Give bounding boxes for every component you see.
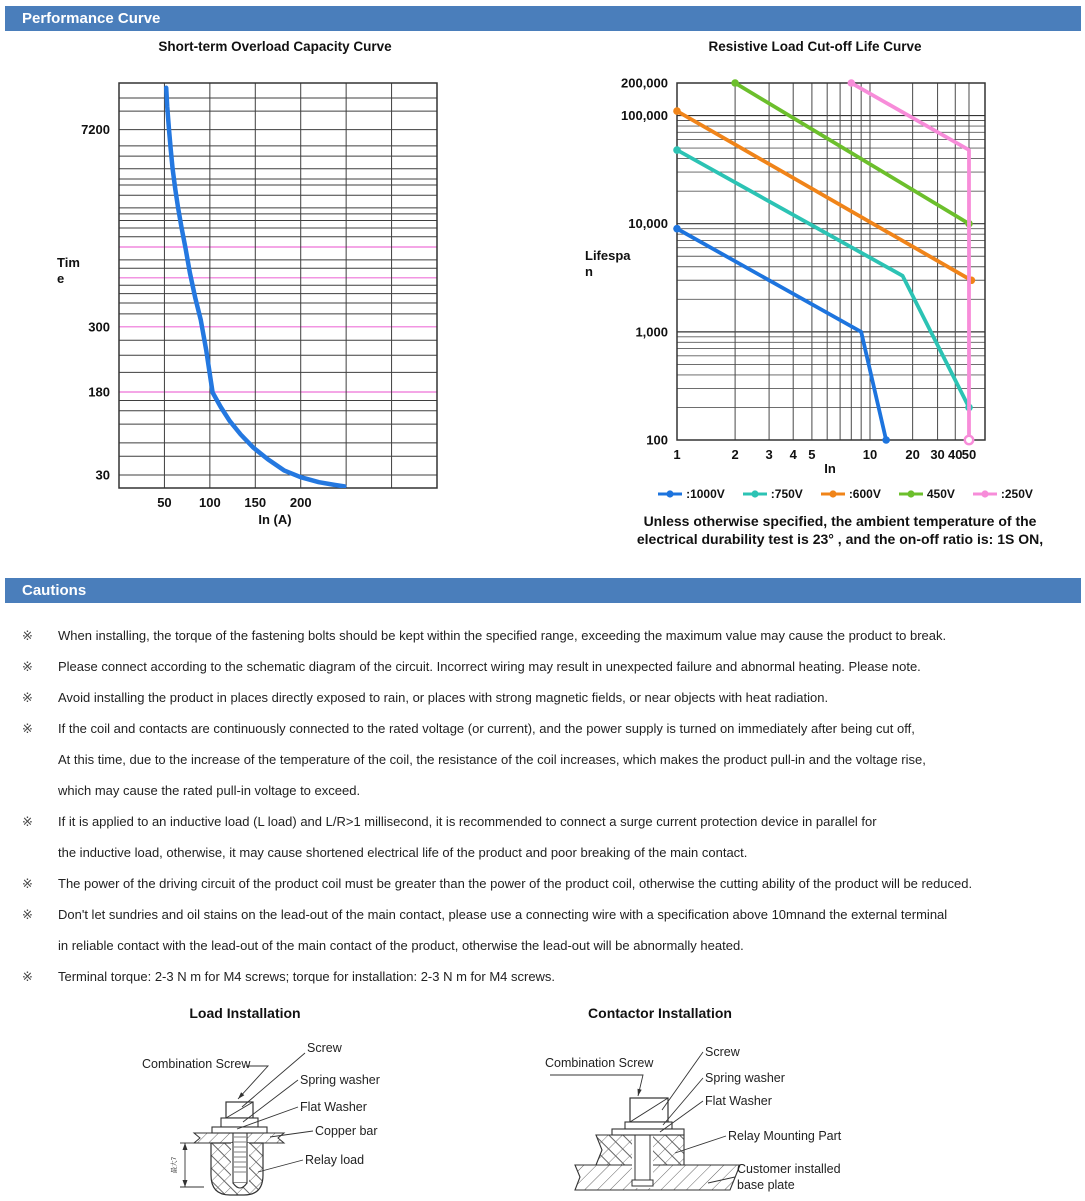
x-tick-label: 1 — [673, 447, 681, 462]
life-chart-title: Resistive Load Cut-off Life Curve — [708, 39, 922, 54]
base-plate-label-line2: base plate — [737, 1178, 795, 1192]
spring-washer-label: Spring washer — [705, 1071, 785, 1085]
dimension-text: 最大7 — [171, 1156, 178, 1174]
series-end-marker — [882, 436, 890, 444]
y-tick-label: 100,000 — [621, 108, 668, 124]
legend-item-600v — [820, 487, 881, 501]
caution-text: The power of the driving circuit of the product coil must be greater than the power of the product coil, otherwise the cutting ability of the product will be reduced. — [58, 876, 973, 891]
series-start-marker — [673, 107, 681, 115]
caution-bullet-icon: ※ — [22, 690, 33, 705]
legend-marker-icon — [898, 489, 924, 499]
legend-marker-icon — [742, 489, 768, 499]
legend-item-250v — [972, 487, 1033, 501]
caution-item-6 — [0, 868, 1085, 899]
section-header-performance-curve — [5, 6, 1081, 31]
contactor-installation-title: Contactor Installation — [588, 1005, 732, 1021]
x-tick-label: 5 — [808, 447, 816, 462]
x-tick-label: 4 — [789, 447, 797, 462]
caution-item-4 — [0, 713, 1085, 744]
bolt-shaft — [233, 1132, 247, 1183]
legend-marker-icon — [972, 489, 998, 499]
combination-screw-label: Combination Screw — [545, 1056, 654, 1070]
x-tick-label: 50 — [157, 495, 172, 510]
flat-washer-part — [612, 1129, 684, 1135]
x-tick-label: 10 — [862, 447, 878, 462]
x-tick-label: 2 — [731, 447, 739, 462]
caution-text: Terminal torque: 2-3 N m for M4 screws; torque for installation: 2-3 N m for M4 screws. — [58, 969, 556, 984]
caution-text: At this time, due to the increase of the temperature of the coil, the resistance of the coil increases, which makes the product pull-in and the voltage rise, — [58, 752, 926, 767]
caution-text: which may cause the rated pull-in voltage to exceed. — [58, 783, 361, 798]
series-end-marker-open — [965, 436, 973, 444]
x-tick-label: 50 — [961, 447, 977, 462]
x-tick-label: 30 — [930, 447, 945, 462]
caution-bullet-icon: ※ — [22, 721, 33, 736]
combination-screw-label: Combination Screw — [142, 1057, 251, 1071]
base-plate-label-line1: Customer installed — [737, 1162, 841, 1176]
x-tick-label: 100 — [199, 495, 221, 510]
caution-item-7-cont-1 — [0, 930, 1085, 961]
y-tick-label: 180 — [88, 384, 110, 400]
legend-marker-icon — [820, 489, 846, 499]
legend-label: 450V — [926, 487, 955, 501]
x-tick-label: 150 — [244, 495, 267, 510]
overload-capacity-chart — [30, 58, 460, 533]
caution-item-5 — [0, 806, 1085, 837]
caution-bullet-icon: ※ — [22, 628, 33, 643]
legend-label: :1000V — [686, 487, 725, 501]
legend-item-750v — [742, 487, 803, 501]
x-tick-label: 3 — [765, 447, 773, 462]
spring-washer-label: Spring washer — [300, 1073, 380, 1087]
copper-bar-label: Copper bar — [315, 1124, 378, 1138]
caution-text: Avoid installing the product in places directly exposed to rain, or places with strong magnetic fields, or near objects with heat radiation. — [58, 690, 829, 705]
x-tick-label: 40 — [948, 447, 963, 462]
overload-chart-x-axis-label: In (A) — [258, 512, 292, 527]
section-header-cautions — [5, 578, 1081, 603]
relay-mounting-part-label: Relay Mounting Part — [728, 1129, 842, 1143]
caution-text: Don't let sundries and oil stains on the lead-out of the main contact, please use a connecting wire with a specification above 10mnand the external terminal — [58, 907, 948, 922]
y-tick-label: 10,000 — [628, 216, 668, 232]
contactor-installation-diagram — [520, 1025, 960, 1201]
caution-item-3 — [0, 682, 1085, 713]
caution-item-5-cont-1 — [0, 837, 1085, 868]
caution-bullet-icon: ※ — [22, 876, 33, 891]
life-curve-4 — [851, 83, 969, 440]
caution-item-8 — [0, 961, 1085, 992]
life-curve-1 — [677, 150, 969, 407]
overload-chart-y-axis-label: Time — [57, 255, 80, 286]
x-tick-label: 200 — [289, 495, 312, 510]
series-start-marker — [847, 79, 855, 87]
legend-label: :750V — [770, 487, 803, 501]
flat-washer-label: Flat Washer — [300, 1100, 367, 1114]
bolt-shaft — [635, 1135, 650, 1183]
caution-text: If it is applied to an inductive load (L load) and L/R>1 millisecond, it is recommended to connect a surge current protection device in parallel for — [58, 814, 877, 829]
caution-item-2 — [0, 651, 1085, 682]
legend-marker-icon — [657, 489, 683, 499]
caution-item-4-cont-1 — [0, 744, 1085, 775]
life-curve-0 — [677, 229, 886, 440]
overload-chart-title: Short-term Overload Capacity Curve — [158, 39, 392, 54]
series-start-marker — [673, 146, 681, 154]
x-tick-label: 20 — [905, 447, 920, 462]
caution-text: in reliable contact with the lead-out of the main contact of the product, otherwise the lead-out will be abnormally heated. — [58, 938, 744, 953]
legend-item-1000v — [657, 487, 725, 501]
legend-label: :600V — [848, 487, 881, 501]
caution-item-4-cont-2 — [0, 775, 1085, 806]
life-chart-legend — [630, 487, 1060, 501]
copper-bar-left — [194, 1133, 233, 1143]
y-tick-label: 200,000 — [621, 75, 668, 91]
caution-text: When installing, the torque of the fastening bolts should be kept within the specified range, exceeding the maximum value may cause the product to break. — [58, 628, 947, 643]
legend-item-450v — [898, 487, 955, 501]
bolt-foot — [632, 1180, 653, 1186]
legend-label: :250V — [1000, 487, 1033, 501]
y-tick-label: 100 — [646, 432, 668, 448]
caution-item-1 — [0, 620, 1085, 651]
series-start-marker — [731, 79, 739, 87]
screw-label: Screw — [307, 1041, 342, 1055]
caution-bullet-icon: ※ — [22, 814, 33, 829]
section-title-performance: Performance Curve — [22, 10, 161, 27]
series-start-marker — [673, 225, 681, 233]
flat-washer-label: Flat Washer — [705, 1094, 772, 1108]
base-plate — [575, 1165, 740, 1190]
caution-text: Please connect according to the schematic diagram of the circuit. Incorrect wiring may result in unexpected failure and abnormal heating. Please note. — [58, 659, 921, 674]
load-installation-title: Load Installation — [189, 1005, 301, 1021]
y-tick-label: 30 — [95, 467, 110, 483]
caution-bullet-icon: ※ — [22, 907, 33, 922]
caution-text: If the coil and contacts are continuously connected to the rated voltage (or current), and the power supply is turned on immediately after being cut off, — [58, 721, 915, 736]
life-chart-x-axis-label: In — [824, 461, 836, 476]
life-chart-y-axis-label: Lifespan — [585, 248, 631, 279]
screw-label: Screw — [705, 1045, 740, 1059]
caution-bullet-icon: ※ — [22, 969, 33, 984]
durability-test-note — [620, 512, 1060, 548]
caution-item-7 — [0, 899, 1085, 930]
caution-bullet-icon: ※ — [22, 659, 33, 674]
copper-bar-right — [247, 1133, 284, 1143]
note-line-1: Unless otherwise specified, the ambient temperature of the — [643, 513, 1037, 529]
load-installation-diagram — [100, 1025, 500, 1201]
y-tick-label: 1,000 — [635, 324, 668, 340]
cautions-list — [0, 620, 1085, 992]
caution-text: the inductive load, otherwise, it may cause shortened electrical life of the product and poor breaking of the main contact. — [58, 845, 748, 860]
y-tick-label: 300 — [88, 319, 110, 335]
spring-washer-part — [221, 1118, 258, 1127]
section-title-cautions: Cautions — [22, 582, 87, 599]
note-line-2: electrical durability test is 23° , and the on-off ratio is: 1S ON, — [636, 531, 1044, 547]
y-tick-label: 7200 — [81, 122, 110, 138]
relay-load-label: Relay load — [305, 1153, 365, 1167]
